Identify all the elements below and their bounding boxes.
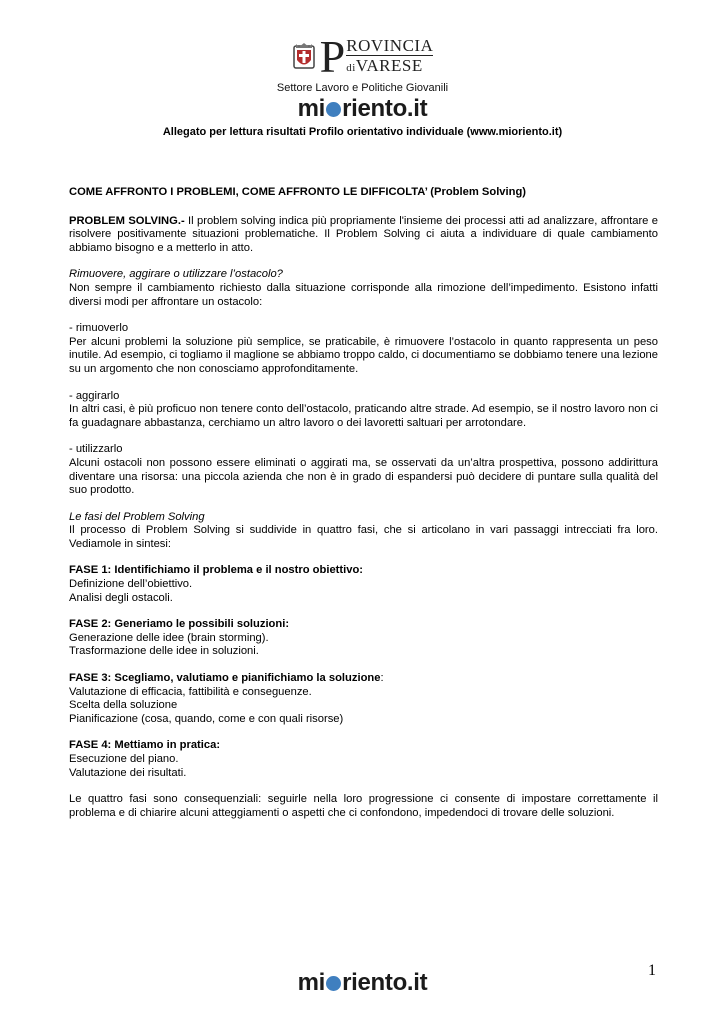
conclusion-paragraph: Le quattro fasi sono consequenziali: seguirle nella loro progressione ci consente di impostare correttamente il problema e di chiarire alcuni atteggiamenti o aspetti che ci confondono, impedendoci di trovare delle soluzioni. [69, 793, 658, 819]
footer-brand-suffix: riento.it [342, 969, 428, 996]
rimuovere-paragraph [69, 268, 658, 309]
phase-line: Valutazione di efficacia, fattibilità e conseguenze. [69, 685, 312, 698]
phase-line: Analisi degli ostacoli. [69, 591, 173, 604]
rimuovere-heading: Rimuovere, aggirare o utilizzare l’ostacolo? [69, 268, 283, 281]
brand-suffix: riento.it [342, 95, 428, 122]
phase-line: Definizione dell’obiettivo. [69, 578, 193, 591]
phase-block [69, 672, 658, 726]
settore-label: Settore Lavoro e Politiche Giovanili [276, 82, 449, 94]
option-label: - utilizzarlo [69, 443, 123, 456]
provincia-logo [0, 31, 725, 82]
document-body [69, 186, 658, 833]
option-text: In altri casi, è più proficuo non tenere conto dell’ostacolo, praticando altre strade. Ad esempio, se il nostro lavoro non ci fa guadagnare abbastanza, cerchiamo un altro lavoro o dei lavoretti saltuari per arrotondare. [69, 403, 658, 429]
rimuovere-text: Non sempre il cambiamento richiesto dalla situazione corrisponde alla rimozione dell’impedimento. Esistono infatti diversi modi per affrontare un ostacolo: [69, 281, 658, 308]
logo-varese [346, 56, 433, 78]
footer-mioriento-logo [0, 969, 725, 997]
phase-line: Generazione delle idee (brain storming). [69, 631, 269, 644]
brand-prefix: mi [297, 95, 326, 122]
page-number: 1 [648, 962, 656, 979]
option-paragraph [69, 443, 658, 497]
phase-line: Valutazione dei risultati. [69, 766, 187, 779]
fasi-heading: Le fasi del Problem Solving [69, 510, 205, 523]
option-label: - aggirarlo [69, 389, 120, 402]
phase-line: Scelta della soluzione [69, 699, 178, 712]
phase-title: FASE 4: Mettiamo in pratica: [69, 739, 221, 752]
mioriento-logo [0, 95, 725, 123]
phase-title: FASE 3: Scegliamo, valutiamo e pianifichiamo la soluzione [69, 672, 381, 685]
option-text: Per alcuni problemi la soluzione più semplice, se praticabile, è rimuovere l’ostacolo in quanto rappresenta un peso inutile. Ad esempio, ci togliamo il maglione se abbiamo troppo caldo, ci documentiamo se dobbiamo tenere una lezione su un argomento che non conosciamo approfonditamente. [69, 335, 658, 375]
intro-text: Il problem solving indica più propriamente l'insieme dei processi atti ad analizzare, affrontare e risolvere positivamente situazioni problematiche. Il Problem Solving ci aiuta a individuare di quale cambiamento abbiamo bisogno e a metterlo in atto. [69, 214, 658, 254]
intro-paragraph [69, 215, 658, 256]
phase-title-suffix: : [380, 672, 384, 685]
logo-provincia: ROVINCIA [346, 35, 434, 55]
fasi-paragraph [69, 511, 658, 552]
fasi-text: Il processo di Problem Solving si suddivide in quattro fasi, che si articolano in vari passaggi intrecciati fra loro. Vediamole in sintesi: [69, 524, 658, 550]
logo-initial: P [319, 31, 346, 82]
page-header [0, 31, 725, 123]
logo-wordmark [346, 37, 433, 78]
document-subtitle: Allegato per lettura risultati Profilo orientativo individuale (www.mioriento.it) [162, 126, 563, 138]
page-footer [0, 969, 725, 997]
logo-di: di [346, 61, 356, 74]
crest-icon [292, 42, 316, 72]
phase-block [69, 618, 658, 659]
brand-o-icon [326, 102, 341, 117]
option-label: - rimuoverlo [69, 322, 129, 335]
option-paragraph [69, 390, 658, 431]
section-title: COME AFFRONTO I PROBLEMI, COME AFFRONTO LE DIFFICOLTA’ (Problem Solving) [69, 186, 527, 198]
phase-line: Trasformazione delle idee in soluzioni. [69, 645, 259, 658]
phase-title: FASE 1: Identifichiamo il problema e il nostro obiettivo: [69, 564, 364, 577]
phase-title: FASE 2: Generiamo le possibili soluzioni: [69, 618, 290, 631]
logo-varese-text: VARESE [355, 55, 423, 75]
option-text: Alcuni ostacoli non possono essere eliminati o aggirati ma, se osservati da un’altra prospettiva, possono addirittura diventare una risorsa: una piccola azienda che non è in grado di espandersi può decidere di puntare sulla qualità del suo prodotto. [69, 456, 658, 497]
phase-line: Pianificazione (cosa, quando, come e con quali risorse) [69, 712, 344, 725]
brand-o-icon [326, 976, 341, 991]
phase-block [69, 564, 658, 605]
option-paragraph [69, 322, 658, 376]
intro-label: PROBLEM SOLVING.- [69, 214, 185, 227]
phase-line: Esecuzione del piano. [69, 753, 179, 765]
phase-block [69, 739, 658, 780]
footer-brand-prefix: mi [297, 969, 326, 996]
